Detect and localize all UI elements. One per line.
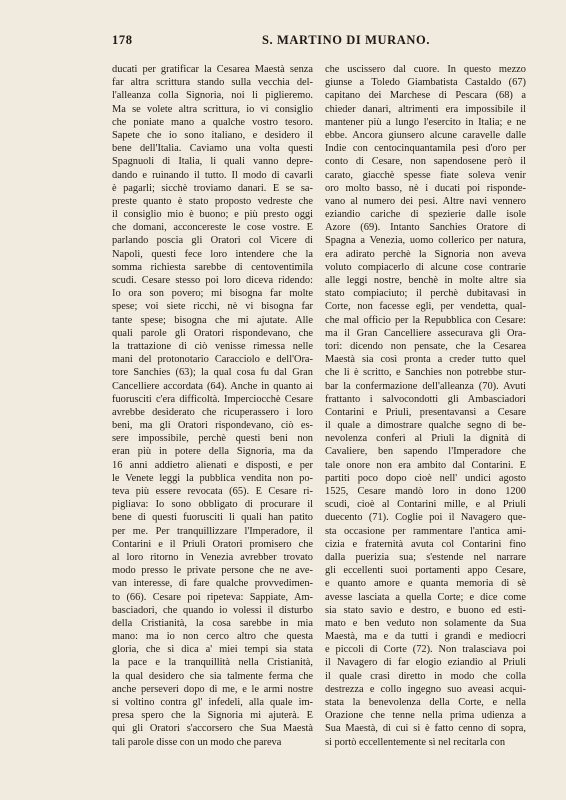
text-line: stata la benevolenza della Corte, e nella [325, 697, 526, 708]
text-line: che li è scritto, e Sanchies non potrebbe stur- [325, 367, 526, 379]
text-line: stato compiaciuto; il perchè dubitavasi in [325, 288, 526, 300]
text-line: tante spese; bisogna che mi ajutate. Alle [112, 314, 313, 326]
text-line: della Cristianità, la cosa sarebbe in mia [112, 617, 313, 629]
text-line: beni, ma gli Oratori rispondevano, ciò es- [112, 420, 313, 432]
text-line: teva più essere revocata (65). E Cesare ri- [112, 486, 313, 497]
text-line: ebbe. Ancora giunsero alcune caravelle dalle [325, 129, 526, 141]
text-line: Io ora son povero; mi bisogna far molte [112, 288, 313, 300]
text-line: si portò eccellentemente sì nel recitarla con [325, 736, 506, 748]
text-line: destrezza e collo ingegno suo aveasi acqui- [325, 683, 526, 695]
text-line: Contarini e il Priuli Oratori promisero che [112, 538, 313, 550]
text-line: eran più in potere della Signoria, ma da [112, 446, 313, 458]
text-line: Corte, non facesse egli, per vendetta, qual- [325, 301, 526, 313]
text-line: oro molto basso, nè i ducati poi risponde- [325, 182, 526, 194]
text-line: Maestà sia così pronta a creder tutto quel [325, 354, 526, 366]
text-line: conto di Cesare, non sapendosene però il [325, 156, 526, 168]
text-line: al loro ritorno in Venezia avrebber trovato [112, 551, 313, 563]
text-line: far altra scrittura stando sulla vecchia del- [112, 77, 313, 89]
text-line: cizia e fraternità avuta col Contarini fino [325, 538, 526, 550]
text-line: frattanto i salvocondotti gli Ambasciadori [325, 393, 526, 405]
text-line: e piccoli di Corte (72). Non tralasciava poi [325, 644, 526, 656]
text-line: Indie con centocinquantamila pesi d'oro per [325, 143, 526, 155]
text-line: voluto compiacerlo di alcune cose contrarie [325, 261, 526, 273]
text-line: Spagnuoli di Italia, li quali vanno depre- [112, 156, 313, 168]
text-line: 16 anni addietro alienati e disposti, e per [112, 459, 313, 471]
text-line: l'alleanza colla Signoria, noi li piglieremo. [112, 90, 313, 102]
text-line: era adirato perchè la Signoria non aveva [325, 248, 526, 260]
text-line: mano: ma io non cerco altro che questa [112, 631, 313, 643]
text-line: Cavaliere, ben sapendo l'Imperadore che [325, 446, 526, 458]
text-line: ma il Gran Cancelliere assecurava gli Ora- [325, 327, 526, 339]
text-line: tali parole disse con un modo che pareva [112, 736, 282, 748]
text-line: qui gli Oratori s'accorsero che Sua Maestà [112, 723, 313, 735]
text-line: chieder danari, altrimenti era impossibile il [325, 103, 526, 115]
text-line: la trattazione di ciò venisse rimessa nelle [112, 340, 313, 352]
text-line: presa spero che la Signoria mi ajuterà. E [112, 710, 313, 722]
text-line: il Navagero di far elogio eziandio al Priuli [325, 657, 526, 669]
text-line: è pagarli; sicchè troviamo danari. E se sa- [112, 182, 313, 194]
text-line: il quale a dimostrare qualche segno di be- [325, 420, 526, 432]
text-line: la pace e la tranquillità nella Cristianità, [112, 657, 313, 669]
text-line: to (66). Cesare poi ripeteva: Sappiate, Am- [112, 591, 313, 603]
text-line: anche perseveri dopo di me, e le armi nostre [112, 683, 313, 695]
text-line: bar la confermazione dell'alleanza (70). Avuti [325, 380, 526, 392]
text-line: per me. Per tranquillizzare l'Imperadore, il [112, 525, 313, 537]
text-line: partiti poco dopo cioè nell' undici agosto [325, 472, 526, 484]
text-line: dalla puerizia sua; s'estende nel narrare [325, 551, 526, 563]
text-line: duecento (71). Coglie poi il Navagero que- [325, 512, 526, 524]
text-line: Sapete che io sono italiano, e desidero il [112, 129, 313, 141]
text-line: tore Sanchies (63); la qual cosa fu dal Gran [112, 367, 313, 379]
text-line: e quanto amore e quanta memoria di sè [325, 578, 526, 590]
left-text-column [112, 63, 313, 749]
text-line: somma richiesta sarebbe di centoventimila [112, 261, 313, 273]
text-line: giunse a Toledo Giambatista Castaldo (67) [325, 77, 526, 89]
page-header [112, 33, 498, 49]
text-line: 1525, Cesare mandò loro in dono 1200 [325, 486, 526, 497]
text-line: Contarini e Priuli, presentavansi a Cesare [325, 406, 526, 418]
text-line: si voltino contra gl' infedeli, alla quale im- [112, 697, 313, 708]
text-line: nevolenza conferì al Priuli la dignità di [325, 433, 526, 445]
text-line: che poniate mano a qualche vostro tesoro. [112, 116, 313, 128]
text-line: fuorusciti c'era difficoltà. Imperciocchè Cesare [112, 393, 313, 405]
text-line: gli eccellenti suoi portamenti appo Cesare, [325, 565, 526, 577]
right-text-column [325, 63, 526, 749]
text-line: Napoli, questi fece loro intendere che la [112, 248, 313, 260]
text-line: van interesse, di fare qualche provvedimen- [112, 578, 313, 590]
text-line: spese; voi siete ricchi, nè vi bisogna far [112, 301, 313, 313]
text-line: quali parole gli Oratori rispondevano, che [112, 327, 313, 339]
text-line: alle leggi nostre, benchè in molte altre sia [325, 275, 526, 286]
text-line: che uscissero dal cuore. In questo mezzo [325, 64, 526, 75]
text-line: mato e ben veduto non solamente da Sua [325, 617, 526, 629]
text-line: tale onore non era ambito dal Contarini. E [325, 459, 526, 471]
text-line: vano al numero dei pesi. Altre navi vennero [325, 195, 526, 207]
text-line: gloria, che si dica a' miei tempi sia stata [112, 644, 313, 656]
text-line: sere impossibile, perchè questi beni non [112, 433, 313, 445]
running-title: S. MARTINO DI MURANO. [262, 33, 431, 47]
text-line: Maestà, ma e da tutti i grandi e mediocri [325, 631, 526, 643]
text-line: tori: dicendo non pensate, che la Cesarea [325, 340, 526, 352]
text-line: preste quanto è stato proposto vedreste che [112, 195, 313, 207]
text-line: Cancelliere accordata (64). Anche in quanto ai [112, 380, 313, 392]
text-line: il consiglio mio è buono; e più presto oggi [112, 209, 313, 221]
text-line: capitano dei Marchese di Pescara (68) a [325, 90, 526, 102]
text-line: mani del protonotario Caracciolo e dell'Ora- [112, 354, 313, 366]
text-line: che mal officio per la Repubblica con Cesare: [325, 314, 526, 326]
text-line: pigliava: Io sono obbligato di procurare il [112, 499, 313, 511]
text-line: carato, giacchè spesse fiate soleva venir [325, 169, 526, 181]
text-line: avesse lasciata a quella Corte; e dice come [325, 591, 526, 603]
text-line: eziandio cariche di spezierie dalle isole [325, 209, 526, 221]
text-line: Azore (69). Intanto Sanchies Oratore di [325, 222, 526, 234]
text-line: scudi, cioè al Contarini mille, e al Priuli [325, 499, 526, 511]
text-line: mantener più a lungo l'esercito in Italia; e ne [325, 116, 526, 128]
text-line: modo presso le private persone che ne ave- [112, 565, 313, 577]
text-line: Ma se volete altra scrittura, io vi consiglio [112, 103, 313, 115]
text-line: basciadori, che quando io volessi il disturbo [112, 604, 313, 616]
text-line: scudi. Cesare stesso poi loro diceva ridendo: [112, 275, 313, 286]
text-line: che domani, acconcereste le cose vostre. E [112, 222, 313, 234]
text-line: bene di questi fuorusciti li quali han patito [112, 512, 313, 524]
text-line: il quale crasi diretto in modo che colla [325, 670, 526, 682]
text-line: sta occasione per rammentare l'antica ami- [325, 525, 526, 537]
page-number: 178 [112, 33, 133, 47]
text-line: bene dell'Italia. Caviamo una volta questi [112, 143, 313, 155]
text-line: sia stato savio e destro, e buono ed esti- [325, 604, 526, 616]
text-line: la qual desidero che sia talmente ferma che [112, 670, 313, 682]
text-line: ducati per gratificar la Cesarea Maestà senza [112, 64, 313, 75]
text-line: avrebbe desiderato che ricuperassero i loro [112, 406, 313, 418]
text-line: Sua Maestà, di cui si è fatto cenno di sopra, [325, 723, 526, 735]
text-line: Spagna a Venezia, uomo collerico per natura, [325, 235, 526, 247]
text-line: dando e ruinando il tutto. Il modo di cavarli [112, 169, 313, 181]
text-line: parlando poscia gli Oratori col Vicere di [112, 235, 313, 247]
text-line: Orazione che tenne nella prima udienza a [325, 710, 526, 722]
text-line: le Venete leggi la pubblica vendita non po- [112, 472, 313, 484]
